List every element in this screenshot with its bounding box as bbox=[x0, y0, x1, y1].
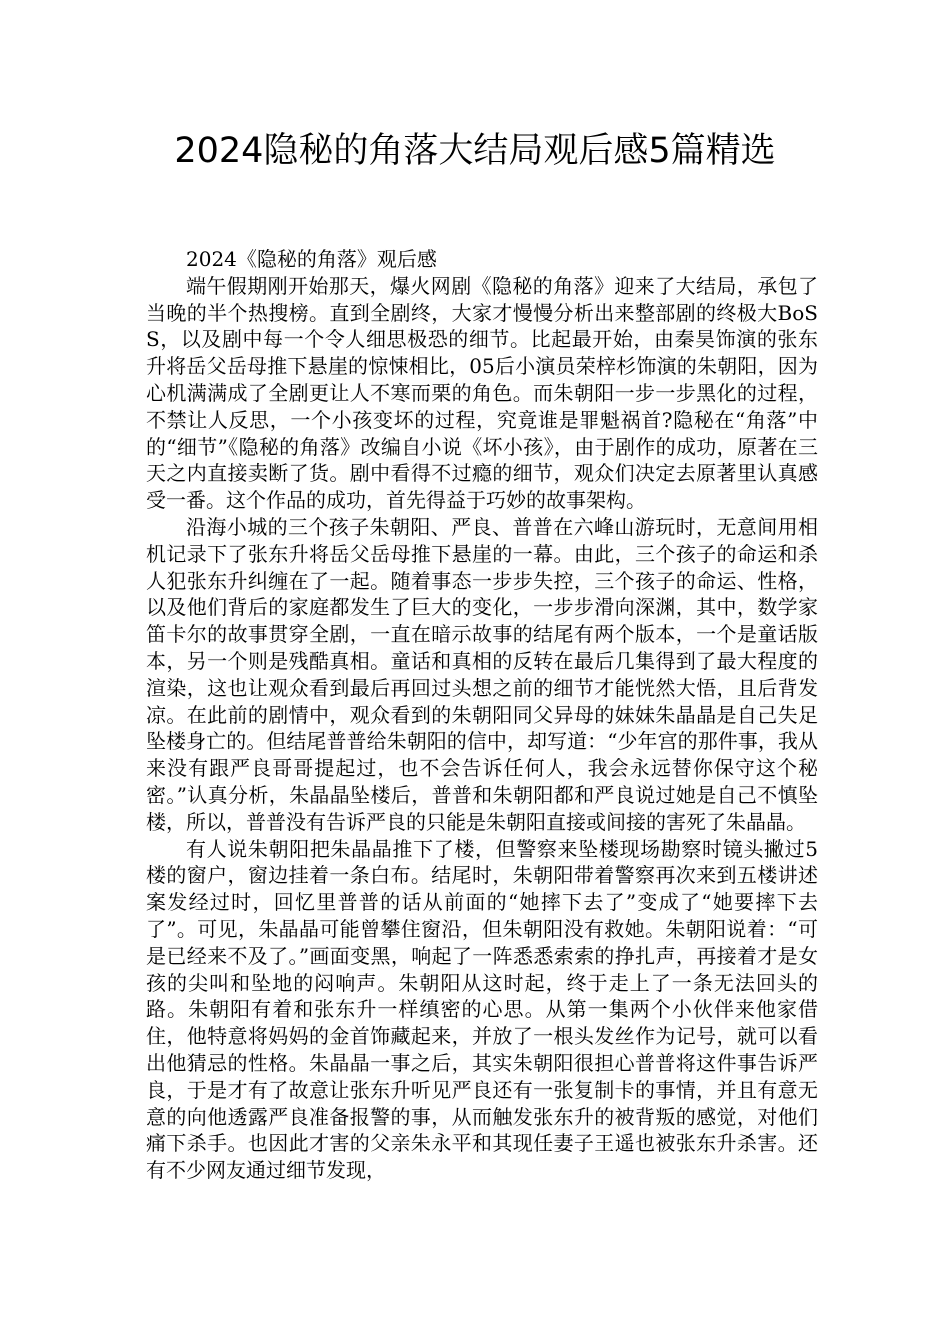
paragraph-1: 端午假期刚开始那天，爆火网剧《隐秘的角落》迎来了大结局，承包了当晚的半个热搜榜。直到全剧终，大家才慢慢分析出来整部剧的终极大BoSS，以及剧中每一个令人细思极恐的细节。比起最开始，由秦昊饰演的张东升将岳父岳母推下悬崖的惊悚相比，05后小演员荣梓杉饰演的朱朝阳，因为心机满满成了全剧更让人不寒而栗的角色。而朱朝阳一步一步黑化的过程，不禁让人反思，一个小孩变坏的过程，究竟谁是罪魁祸首?隐秘在“角落”中的“细节”《隐秘的角落》改编自小说《坏小孩》，由于剧作的成功，原著在三天之内直接卖断了货。剧中看得不过瘾的细节，观众们决定去原著里认真感受一番。这个作品的成功，首先得益于巧妙的故事架构。 bbox=[146, 273, 818, 513]
paragraph-2: 沿海小城的三个孩子朱朝阳、严良、普普在六峰山游玩时，无意间用相机记录下了张东升将岳父岳母推下悬崖的一幕。由此，三个孩子的命运和杀人犯张东升纠缠在了一起。随着事态一步步失控，三个孩子的命运、性格，以及他们背后的家庭都发生了巨大的变化，一步步滑向深渊，其中，数学家笛卡尔的故事贯穿全剧，一直在暗示故事的结尾有两个版本，一个是童话版本，另一个则是残酷真相。童话和真相的反转在最后几集得到了最大程度的渲染，这也让观众看到最后再回过头想之前的细节才能恍然大悟，且后背发凉。在此前的剧情中，观众看到的朱朝阳同父异母的妹妹朱晶晶是自己失足坠楼身亡的。但结尾普普给朱朝阳的信中，却写道：“少年宫的那件事，我从来没有跟严良哥哥提起过，也不会告诉任何人，我会永远替你保守这个秘密。”认真分析，朱晶晶坠楼后，普普和朱朝阳都和严良说过她是自己不慎坠楼，所以，普普没有告诉严良的只能是朱朝阳直接或间接的害死了朱晶晶。 bbox=[146, 514, 818, 834]
document-body bbox=[146, 246, 818, 1184]
section-subtitle: 2024《隐秘的角落》观后感 bbox=[186, 247, 437, 271]
paragraph-3: 有人说朱朝阳把朱晶晶推下了楼，但警察来坠楼现场勘察时镜头撇过5楼的窗户，窗边挂着一条白布。结尾时，朱朝阳带着警察再次来到五楼讲述案发经过时，回忆里普普的话从前面的“她摔下去了”变成了“她要摔下去了”。可见，朱晶晶可能曾攀住窗沿，但朱朝阳没有救她。朱朝阳说着：“可是已经来不及了。”画面变黑，响起了一阵悉悉索索的挣扎声，再接着才是女孩的尖叫和坠地的闷响声。朱朝阳从这时起，终于走上了一条无法回头的路。朱朝阳有着和张东升一样缜密的心思。从第一集两个小伙伴来他家借住，他特意将妈妈的金首饰藏起来，并放了一根头发丝作为记号，就可以看出他猜忌的性格。朱晶晶一事之后，其实朱朝阳很担心普普将这件事告诉严良，于是才有了故意让张东升听见严良还有一张复制卡的事情，并且有意无意的向他透露严良准备报警的事，从而触发张东升的被背叛的感觉，对他们痛下杀手。也因此才害的父亲朱永平和其现任妻子王遥也被张东升杀害。还有不少网友通过细节发现， bbox=[146, 836, 818, 1183]
document-title: 2024隐秘的角落大结局观后感5篇精选 bbox=[174, 131, 776, 171]
